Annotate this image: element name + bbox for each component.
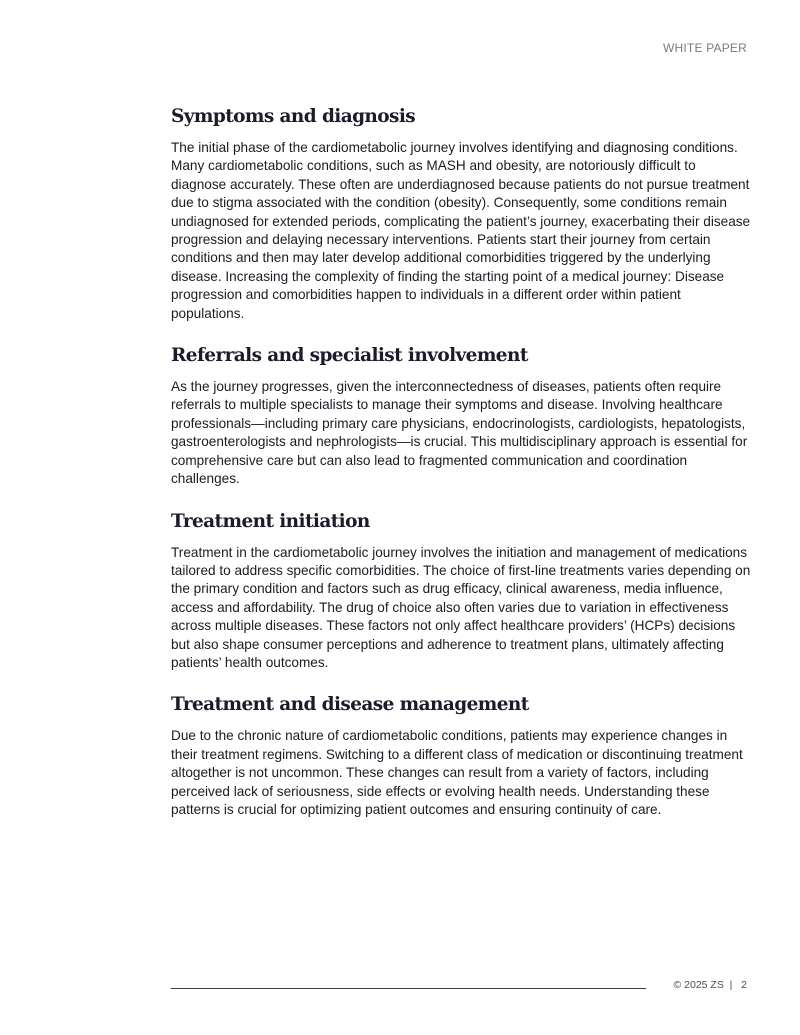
section-referrals-specialists bbox=[171, 343, 751, 488]
section-symptoms-diagnosis bbox=[171, 104, 751, 323]
section-heading: Treatment initiation bbox=[171, 510, 370, 532]
section-treatment-initiation bbox=[171, 509, 751, 673]
document-type-label: WHITE PAPER bbox=[663, 41, 747, 55]
footer-divider bbox=[171, 988, 646, 989]
section-heading: Symptoms and diagnosis bbox=[171, 106, 416, 127]
section-treatment-disease-management bbox=[171, 692, 751, 819]
section-body: Treatment in the cardiometabolic journey involves the initiation and management of medications tailored to address specific comorbidities. The choice of first-line treatments varies depending on the primary condition and factors such as drug efficacy, clinical awareness, media influence, access and affordability. The drug of choice also often varies due to variation in effectiveness across multiple diseases. These factors not only affect healthcare providers’ (HCPs) decisions but also shape consumer perceptions and adherence to treatment plans, ultimately affecting patients’ health outcomes. bbox=[171, 544, 751, 670]
main-content bbox=[171, 104, 751, 819]
section-body: Due to the chronic nature of cardiometabolic conditions, patients may experience changes in their treatment regimens. Switching to a different class of medication or discontinuing treatment altogether is not uncommon. These changes can result from a variety of factors, including perceived lack of seriousness, side effects or evolving health needs. Understanding these patterns is crucial for optimizing patient outcomes and ensuring continuity of care. bbox=[171, 728, 743, 817]
section-heading: Referrals and specialist involvement bbox=[171, 345, 528, 367]
section-heading: Treatment and disease management bbox=[171, 694, 529, 716]
section-body: The initial phase of the cardiometabolic journey involves identifying and diagnosing conditions. Many cardiometabolic conditions, such as MASH and obesity, are notoriously difficult to diagnose accurately. These often are underdiagnosed because patients do not pursue treatment due to stigma associated with the condition (obesity). Consequently, some conditions remain undiagnosed for extended periods, complicating the patient’s journey, exacerbating their disease progression and delaying necessary interventions. Patients start their journey from certain conditions and then may later develop additional comorbidities triggered by the underlying disease. Increasing the complexity of finding the starting point of a medical journey: Disease progression and comorbidities happen to individuals in a different order within patient populations. bbox=[171, 140, 751, 321]
footer-copyright-page-number: © 2025 ZS | 2 bbox=[673, 979, 747, 991]
section-body: As the journey progresses, given the interconnectedness of diseases, patients often require referrals to multiple specialists to manage their symptoms and disease. Involving healthcare professionals—including primary care physicians, endocrinologists, cardiologists, hepatologists, gastroenterologists and nephrologists—is crucial. This multidisciplinary approach is essential for comprehensive care but can also lead to fragmented communication and coordination challenges. bbox=[171, 379, 748, 487]
